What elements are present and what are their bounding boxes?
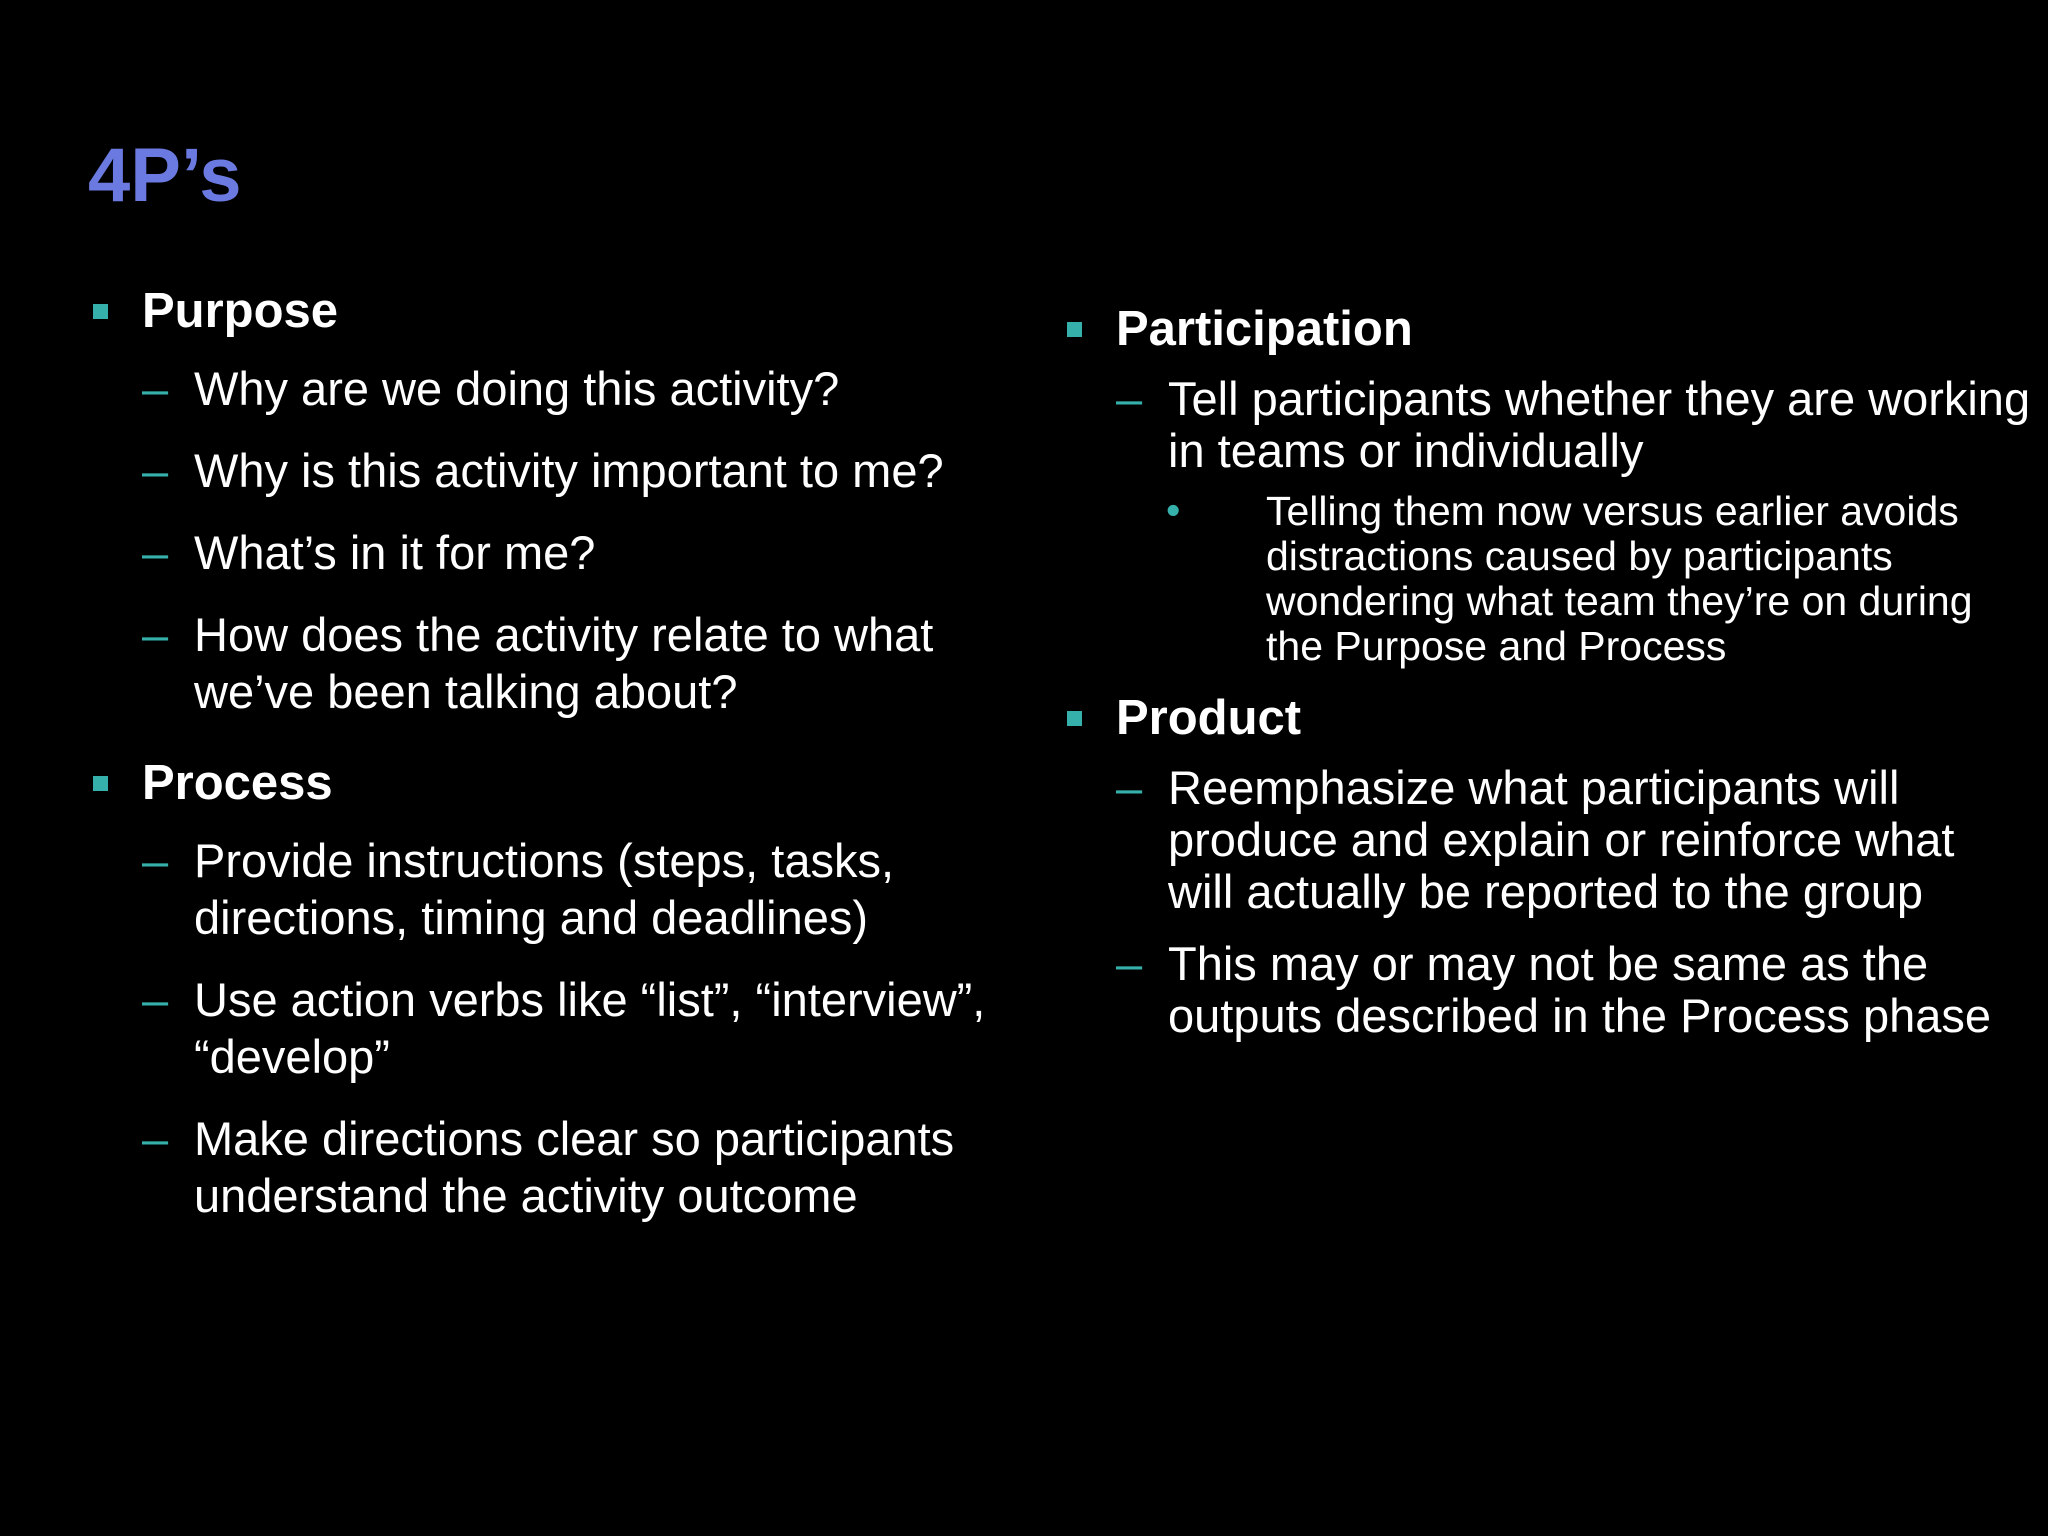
- dash-bullet-icon: –: [142, 1111, 169, 1165]
- product-item-1: – Reemphasize what participants will produce and explain or reinforce what will actually be reported to the group: [1116, 760, 1955, 918]
- square-bullet-icon: [1067, 711, 1082, 726]
- dash-bullet-icon: –: [142, 833, 169, 887]
- left-column: [90, 282, 1010, 1224]
- dash-bullet-icon: –: [1116, 371, 1143, 425]
- product-heading-text: Product: [1116, 690, 1302, 745]
- purpose-item-2: – Why is this activity important to me?: [142, 443, 944, 497]
- participation-heading: [1064, 300, 2014, 359]
- purpose-item-1: – Why are we doing this activity?: [142, 361, 840, 415]
- participation-item-1: – Tell participants whether they are working in teams or individually: [1116, 371, 2031, 477]
- dash-bullet-icon: –: [1116, 936, 1143, 990]
- participation-subitem-1: • Telling them now versus earlier avoids distractions caused by participants wondering what team they’re on during the Purpose and Process: [1166, 486, 1973, 669]
- dash-bullet-icon: –: [142, 361, 169, 415]
- purpose-item-4: – How does the activity relate to what we’ve been talking about?: [142, 607, 934, 718]
- process-item-2: – Use action verbs like “list”, “interview”, “develop”: [142, 972, 986, 1083]
- purpose-heading: [90, 282, 1010, 341]
- dash-bullet-icon: –: [142, 443, 169, 497]
- square-bullet-icon: [93, 776, 108, 791]
- dash-bullet-icon: –: [142, 607, 169, 661]
- dot-bullet-icon: •: [1166, 486, 1181, 533]
- square-bullet-icon: [1067, 322, 1082, 337]
- participation-heading-text: Participation: [1116, 302, 1413, 356]
- product-heading: [1064, 689, 2014, 748]
- process-item-3: – Make directions clear so participants understand the activity outcome: [142, 1111, 955, 1222]
- process-heading: [90, 754, 1010, 813]
- purpose-heading-text: Purpose: [142, 284, 339, 338]
- process-item-1: – Provide instructions (steps, tasks, directions, timing and deadlines): [142, 833, 895, 944]
- right-column: [1064, 300, 2031, 1042]
- product-item-2: – This may or may not be same as the outputs described in the Process phase: [1116, 936, 1992, 1042]
- purpose-item-3: – What’s in it for me?: [142, 525, 596, 579]
- process-heading-text: Process: [142, 755, 333, 810]
- dash-bullet-icon: –: [142, 525, 169, 579]
- dash-bullet-icon: –: [142, 972, 169, 1026]
- square-bullet-icon: [93, 304, 108, 319]
- dash-bullet-icon: –: [1116, 760, 1143, 814]
- slide-title: 4P’s: [88, 133, 242, 218]
